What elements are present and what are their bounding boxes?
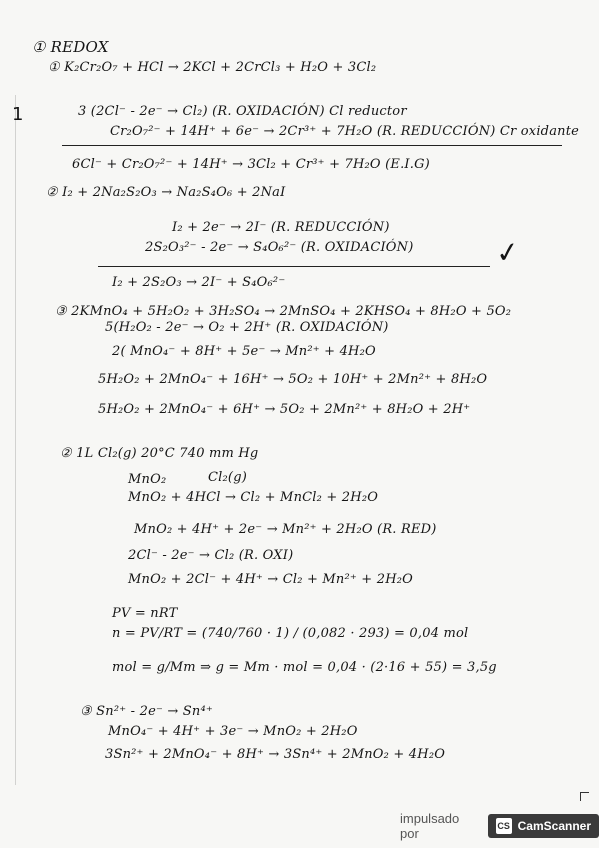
section5-eq1: MnO₄⁻ + 4H⁺ + 3e⁻ → MnO₂ + 2H₂O — [108, 724, 358, 739]
section4-label1: MnO₂ — [128, 472, 167, 487]
section4-calc3: mol = g/Mm ⇒ g = Mm · mol = 0,04 · (2·16 + 55) = 3,5g — [112, 660, 497, 675]
section1-eq1: 3 (2Cl⁻ - 2e⁻ → Cl₂) (R. OXIDACIÓN) Cl reductor — [78, 104, 407, 119]
section1-header: ① K₂Cr₂O₇ + HCl → 2KCl + 2CrCl₃ + H₂O + 3Cl₂ — [48, 60, 377, 75]
scanner-footer — [400, 811, 599, 841]
section4-label2: Cl₂(g) — [208, 470, 247, 485]
section2-eq3: I₂ + 2S₂O₃ → 2I⁻ + S₄O₆²⁻ — [112, 275, 286, 290]
page-title: ① REDOX — [32, 38, 109, 56]
section3-eq4: 5H₂O₂ + 2MnO₄⁻ + 6H⁺ → 5O₂ + 2Mn²⁺ + 8H₂O + 2H⁺ — [98, 402, 471, 417]
divider — [98, 266, 490, 267]
section2-header: ② I₂ + 2Na₂S₂O₃ → Na₂S₄O₆ + 2NaI — [46, 185, 286, 200]
section4-eq2: MnO₂ + 4H⁺ + 2e⁻ → Mn²⁺ + 2H₂O (R. RED) — [134, 522, 437, 537]
section4-eq1: MnO₂ + 4HCl → Cl₂ + MnCl₂ + 2H₂O — [128, 490, 379, 505]
section2-eq2: 2S₂O₃²⁻ - 2e⁻ → S₄O₆²⁻ (R. OXIDACIÓN) — [145, 240, 414, 255]
section4-header: ② 1L Cl₂(g) 20°C 740 mm Hg — [60, 446, 259, 461]
section4-eq4: MnO₂ + 2Cl⁻ + 4H⁺ → Cl₂ + Mn²⁺ + 2H₂O — [128, 572, 413, 587]
section1-eq2: Cr₂O₇²⁻ + 14H⁺ + 6e⁻ → 2Cr³⁺ + 7H₂O (R. REDUCCIÓN) Cr oxidante — [110, 124, 580, 139]
side-number: 1 — [12, 104, 24, 125]
section3-eq3: 5H₂O₂ + 2MnO₄⁻ + 16H⁺ → 5O₂ + 10H⁺ + 2Mn²⁺ + 8H₂O — [98, 372, 488, 387]
section5-header: ③ Sn²⁺ - 2e⁻ → Sn⁴⁺ — [80, 704, 213, 719]
powered-by-label: impulsado por — [400, 811, 460, 841]
section3-header: ③ 2KMnO₄ + 5H₂O₂ + 3H₂SO₄ → 2MnSO₄ + 2KHSO₄ + 8H₂O + 5O₂ — [55, 304, 512, 319]
page-margin-line — [15, 95, 16, 785]
scan-corner-mark — [580, 792, 589, 801]
section4-calc1: PV = nRT — [112, 606, 178, 621]
check-mark-icon: ✓ — [493, 234, 522, 271]
section3-eq1: 5(H₂O₂ - 2e⁻ → O₂ + 2H⁺ (R. OXIDACIÓN) — [105, 320, 389, 335]
camscanner-logo — [488, 814, 599, 838]
section1-eq3: 6Cl⁻ + Cr₂O₇²⁻ + 14H⁺ → 3Cl₂ + Cr³⁺ + 7H₂O (E.I.G) — [72, 157, 430, 172]
section3-eq2: 2( MnO₄⁻ + 8H⁺ + 5e⁻ → Mn²⁺ + 4H₂O — [112, 344, 376, 359]
section5-eq2: 3Sn²⁺ + 2MnO₄⁻ + 8H⁺ → 3Sn⁴⁺ + 2MnO₂ + 4H₂O — [105, 747, 446, 762]
camscanner-brand: CamScanner — [517, 819, 591, 833]
section4-calc2: n = PV/RT = (740/760 · 1) / (0,082 · 293) = 0,04 mol — [112, 626, 469, 641]
divider — [62, 145, 562, 146]
camscanner-icon: CS — [496, 818, 512, 834]
section4-eq3: 2Cl⁻ - 2e⁻ → Cl₂ (R. OXI) — [128, 548, 294, 563]
section2-eq1: I₂ + 2e⁻ → 2I⁻ (R. REDUCCIÓN) — [172, 220, 390, 235]
